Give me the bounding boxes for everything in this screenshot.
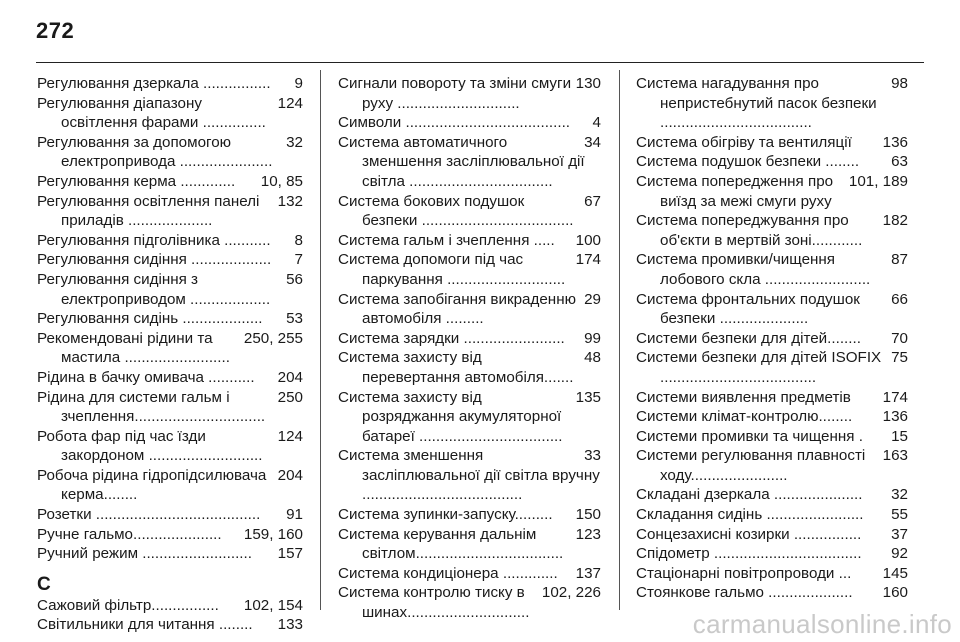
index-entry-page: 124 (277, 427, 303, 445)
index-entry-term: Робота фар під час їзди закордоном ........................... (37, 427, 263, 465)
index-entry-term: Система попереджування про об'єкти в мертвій зоні............ (636, 212, 863, 249)
index-entry-page: 70 (891, 329, 908, 347)
index-entry-term: Система фронтальних подушок безпеки ..................... (636, 290, 860, 328)
index-entry-term: Складання сидінь ....................... (636, 506, 864, 524)
index-entry-page: 174 (575, 251, 601, 269)
index-entry (636, 525, 908, 545)
index-entry-page: 102, 154 (243, 596, 303, 614)
index-entry (37, 466, 303, 505)
index-entry (338, 525, 601, 564)
index-entry (636, 446, 908, 485)
index-entry (338, 583, 601, 622)
index-entry-page: 100 (575, 231, 601, 249)
index-entry-term: Спідометр ................................... (636, 545, 862, 563)
index-entry (338, 446, 601, 505)
index-entry (37, 388, 303, 427)
index-entry-term: Система гальм і зчеплення ..... (338, 231, 555, 249)
index-entry-term: Сажовий фільтр................ (37, 596, 219, 614)
index-entry-term: Робоча рідина гідропідсилювача керма........ (37, 466, 267, 504)
index-entry-term: Системи промивки та чищення . (636, 427, 863, 445)
index-entry (37, 544, 303, 564)
index-entry-term: Система зупинки-запуску......... (338, 506, 553, 524)
index-entry-page: 92 (891, 545, 908, 563)
index-entry-page: 250 (277, 388, 303, 406)
index-entry (636, 172, 908, 211)
index-entry-term: Світильники для читання ........ (37, 616, 253, 634)
watermark: carmanualsonline.info (692, 609, 952, 639)
index-entry-term: Системи безпеки для дітей........ (636, 329, 861, 347)
index-entry-term: Регулювання освітлення панелі приладів .................... (37, 192, 260, 230)
column-separator (619, 70, 620, 610)
index-entry-term: Система нагадування про непристебнутий пасок безпеки .................................... (636, 75, 877, 132)
index-entry-page: 123 (575, 525, 601, 543)
index-column-2 (338, 74, 601, 623)
section-letter: С (37, 573, 51, 595)
index-entry (37, 172, 303, 192)
index-entry-term: Система допомоги під час паркування ............................ (338, 251, 566, 288)
index-entry (636, 329, 908, 349)
index-entry-page: 133 (277, 616, 303, 634)
index-entry-term: Регулювання підголівника ........... (37, 231, 271, 249)
index-entry (37, 270, 303, 309)
index-entry-term: Системи виявлення предметів (636, 388, 851, 406)
index-entry-page: 87 (891, 251, 908, 269)
index-entry-term: Система зменшення засліплювальної дії світла вручну ...................................... (338, 447, 600, 504)
index-entry-page: 145 (882, 564, 908, 582)
index-entry (636, 290, 908, 329)
index-entry (636, 388, 908, 408)
index-entry-page: 7 (294, 251, 303, 269)
index-entry-page: 159, 160 (243, 525, 303, 543)
column-separator (320, 70, 321, 610)
index-entry (338, 564, 601, 584)
index-entry-page: 163 (882, 447, 908, 465)
index-entry-page: 53 (286, 310, 303, 328)
index-entry (338, 192, 601, 231)
index-entry-term: Система захисту від розряджання акумуляторної батареї .................................. (338, 388, 563, 445)
index-entry-term: Система запобігання викраденню автомобіля ......... (338, 290, 576, 328)
index-entry (338, 231, 601, 251)
index-entry-term: Регулювання сидінь ................... (37, 310, 263, 328)
index-entry (338, 505, 601, 525)
index-entry-term: Стаціонарні повітропроводи ... (636, 564, 852, 582)
index-entry-page: 15 (891, 427, 908, 445)
index-entry-term: Система контролю тиску в шинах............................. (338, 584, 530, 622)
index-entry-term: Сонцезахисні козирки ................ (636, 525, 862, 543)
index-entry (636, 152, 908, 172)
index-entry (37, 74, 303, 94)
page-number: 272 (36, 18, 75, 43)
index-entry (338, 113, 601, 133)
index-entry (338, 348, 601, 387)
index-entry (636, 583, 908, 603)
index-entry-page: 34 (584, 133, 601, 151)
index-entry (37, 133, 303, 172)
index-entry-page: 91 (286, 506, 303, 524)
index-entry (37, 329, 303, 368)
index-entry-term: Рідина для системи гальм і зчеплення............................... (37, 388, 266, 426)
index-entry-page: 10, 85 (260, 172, 303, 190)
index-entry-page: 56 (286, 270, 303, 288)
index-entry-page: 63 (891, 153, 908, 171)
index-entry-page: 132 (277, 192, 303, 210)
index-entry-page: 101, 189 (848, 172, 908, 190)
index-entry-term: Система подушок безпеки ........ (636, 153, 860, 171)
index-entry-term: Системи регулювання плавності ходу....................... (636, 447, 866, 484)
index-entry-page: 130 (575, 75, 601, 92)
index-entry-page: 55 (891, 506, 908, 524)
index-entry-term: Система попередження про виїзд за межі смуги руху (636, 172, 834, 210)
index-entry-page: 37 (891, 525, 908, 543)
index-entry-term: Регулювання за допомогою електропривода ...................... (37, 133, 273, 171)
index-entry (636, 74, 908, 133)
index-entry-term: Сигнали повороту та зміни смуги руху ............................. (338, 75, 572, 112)
index-entry-term: Система бокових подушок безпеки .................................... (338, 192, 574, 230)
index-entry (37, 505, 303, 525)
index-entry (37, 427, 303, 466)
index-entry-term: Система промивки/чищення лобового скла ......................... (636, 251, 871, 288)
index-entry-term: Регулювання сидіння з електроприводом ................... (37, 270, 271, 308)
index-entry-term: Регулювання керма ............. (37, 172, 236, 190)
index-entry-term: Система зарядки ........................ (338, 329, 565, 347)
index-entry (636, 427, 908, 447)
index-entry-term: Регулювання дзеркала ................ (37, 75, 271, 92)
index-entry-term: Складані дзеркала ..................... (636, 486, 863, 504)
index-entry-page: 29 (584, 290, 601, 308)
index-entry (338, 290, 601, 329)
index-entry (636, 564, 908, 584)
index-entry (338, 388, 601, 447)
index-entry (636, 407, 908, 427)
index-entry (636, 544, 908, 564)
index-entry (37, 231, 303, 251)
index-entry (338, 329, 601, 349)
index-entry-term: Система керування дальнім світлом................................... (338, 525, 564, 563)
index-entry-term: Системи клімат-контролю........ (636, 408, 853, 426)
index-entry-term: Регулювання діапазону освітлення фарами ............... (37, 94, 266, 132)
index-entry-page: 67 (584, 192, 601, 210)
index-entry-page: 250, 255 (243, 329, 303, 347)
index-entry-term: Розетки ....................................... (37, 506, 261, 524)
index-entry-term: Ручний режим .......................... (37, 545, 252, 563)
index-entry-page: 32 (286, 133, 303, 151)
index-entry (37, 368, 303, 388)
index-entry-page: 66 (891, 290, 908, 308)
index-entry-term: Регулювання сидіння ................... (37, 251, 272, 269)
index-entry-page: 124 (277, 94, 303, 112)
index-entry-page: 136 (882, 133, 908, 151)
index-entry (338, 250, 601, 289)
index-entry-term: Система обігріву та вентиляції (636, 133, 852, 151)
index-entry-page: 160 (882, 584, 908, 602)
index-entry-page: 150 (575, 506, 601, 524)
index-entry-page: 99 (584, 329, 601, 347)
index-entry (636, 211, 908, 250)
index-entry (636, 505, 908, 525)
index-entry (37, 250, 303, 270)
index-entry (338, 133, 601, 192)
index-entry-page: 135 (575, 388, 601, 406)
index-entry-term: Ручне гальмо..................... (37, 525, 222, 543)
index-entry-page: 33 (584, 447, 601, 465)
index-entry (636, 250, 908, 289)
index-entry-term: Символи ....................................... (338, 114, 571, 132)
index-column-3 (636, 74, 908, 603)
index-entry-page: 48 (584, 349, 601, 367)
index-entry (338, 74, 601, 113)
index-column-1 (37, 74, 303, 635)
index-entry (37, 309, 303, 329)
index-entry-page: 102, 226 (541, 584, 601, 602)
index-entry (37, 192, 303, 231)
index-entry-term: Стоянкове гальмо .................... (636, 584, 853, 602)
index-entry-term: Рекомендовані рідини та мастила ......................... (37, 329, 230, 367)
index-entry-page: 157 (277, 545, 303, 563)
index-entry-page: 137 (575, 564, 601, 582)
index-entry (37, 596, 303, 616)
index-entry (636, 485, 908, 505)
index-entry-page: 204 (277, 368, 303, 386)
index-entry-page: 4 (592, 114, 601, 132)
index-entry-page: 136 (882, 408, 908, 426)
index-entry-term: Системи безпеки для дітей ISOFIX ..................................... (636, 349, 882, 386)
index-entry-page: 9 (294, 75, 303, 92)
index-entry (37, 94, 303, 133)
index-entry-term: Система захисту від перевертання автомобіля....... (338, 349, 574, 386)
index-entry-page: 32 (891, 486, 908, 504)
index-entry-page: 182 (882, 212, 908, 230)
index-entry-page: 8 (294, 231, 303, 249)
index-entry-term: Система автоматичного зменшення засліплювальної дії світла .................................. (338, 133, 585, 190)
index-entry (636, 133, 908, 153)
index-entry-page: 75 (891, 349, 908, 367)
index-entry-term: Рідина в бачку омивача ........... (37, 368, 255, 386)
index-entry-page: 98 (891, 75, 908, 92)
index-entry-term: Система кондиціонера ............. (338, 564, 558, 582)
index-entry (37, 525, 303, 545)
header-rule (36, 62, 924, 63)
index-entry-page: 204 (277, 466, 303, 484)
index-entry (636, 348, 908, 387)
index-entry-page: 174 (882, 388, 908, 406)
index-entry (37, 615, 303, 635)
